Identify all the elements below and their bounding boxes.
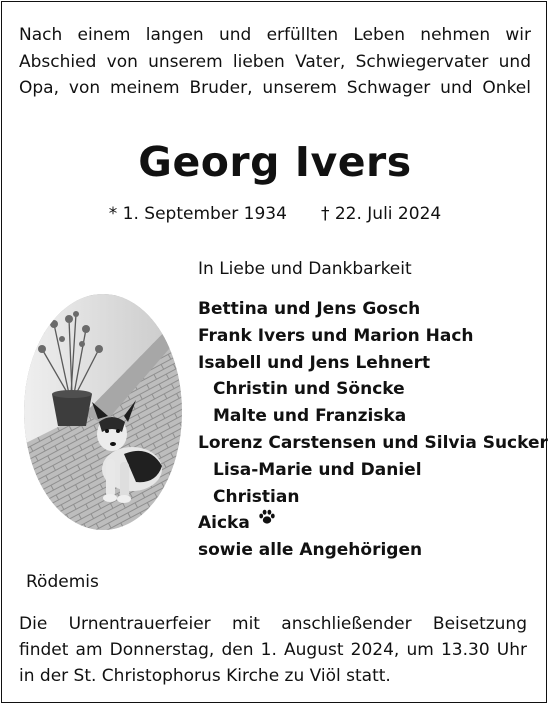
dog-photo-illustration bbox=[24, 294, 182, 530]
closing-line: findet am Donnerstag, den 1. August 2024, um 13.30 Uhr bbox=[19, 640, 527, 660]
mourner-pet-row bbox=[198, 510, 548, 537]
place-name: Rödemis bbox=[26, 572, 99, 592]
intro-text bbox=[19, 22, 531, 102]
mourners-list bbox=[198, 296, 548, 564]
memorial-photo bbox=[24, 294, 182, 530]
intro-line: Abschied von unserem lieben Vater, Schwiegervater und bbox=[19, 51, 531, 72]
paw-print-icon bbox=[258, 508, 276, 535]
mourner-name: Lisa-Marie und Daniel bbox=[213, 459, 422, 480]
dedication-text: In Liebe und Dankbarkeit bbox=[198, 259, 412, 279]
deceased-name: Georg Ivers bbox=[138, 138, 412, 186]
mourner-name: Frank Ivers und Marion Hach bbox=[198, 325, 474, 346]
mourner-name: Isabell und Jens Lehnert bbox=[198, 352, 431, 373]
death-date: † 22. Juli 2024 bbox=[320, 204, 442, 224]
mourner-name: Malte und Franziska bbox=[213, 406, 407, 427]
closing-line: in der St. Christophorus Kirche zu Viöl statt. bbox=[19, 666, 391, 686]
mourner-name: Lorenz Carstensen und Silvia Sucker bbox=[198, 432, 548, 453]
birth-date: * 1. September 1934 bbox=[108, 204, 287, 224]
mourner-name: Aicka bbox=[198, 513, 250, 534]
mourner-name: Christian bbox=[213, 486, 300, 507]
intro-line: Opa, von meinem Bruder, unserem Schwager und Onkel bbox=[19, 78, 531, 98]
mourner-name: Christin und Söncke bbox=[213, 379, 405, 400]
life-dates bbox=[0, 204, 550, 224]
closing-line: Die Urnentrauerfeier mit anschließender Beisetzung bbox=[19, 614, 527, 634]
mourner-name: sowie alle Angehörigen bbox=[198, 540, 423, 561]
mourner-name: Bettina und Jens Gosch bbox=[198, 299, 421, 319]
intro-line: Nach einem langen und erfüllten Leben nehmen wir bbox=[19, 25, 531, 45]
funeral-details bbox=[19, 611, 527, 689]
